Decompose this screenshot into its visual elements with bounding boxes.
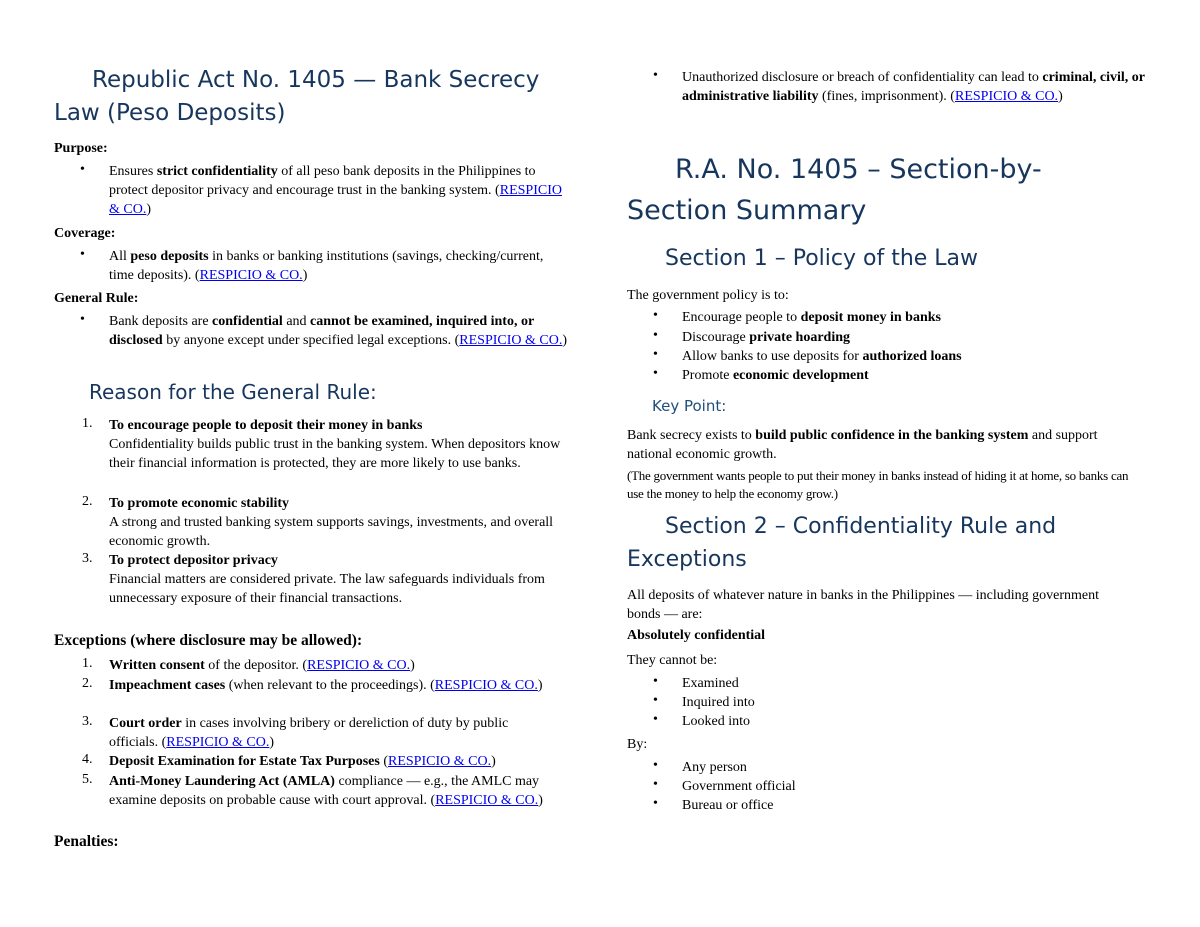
reason-heading: Reason for the General Rule: (89, 380, 377, 404)
exception-item: Written consent of the depositor. (RESPICIO & CO.) (109, 658, 415, 673)
respicio-link[interactable]: RESPICIO & CO. (954, 89, 1059, 105)
bullet-icon: • (653, 68, 658, 83)
bullet-icon: • (653, 366, 658, 381)
bullet-icon: • (653, 328, 658, 343)
bullet-icon: • (653, 674, 658, 689)
policy-item: Allow banks to use deposits for authorized loans (682, 349, 962, 364)
bullet-icon: • (653, 796, 658, 811)
respicio-link[interactable]: RESPICIO & CO. (459, 333, 563, 349)
respicio-link[interactable]: RESPICIO & CO. (434, 678, 538, 693)
exceptions-label: Exceptions (where disclosure may be allowed): (54, 632, 363, 649)
list-number: 1. (82, 416, 93, 431)
key-point-text: Bank secrecy exists to build public confidence in the banking system and support national economic growth. (627, 428, 1098, 463)
policy-item: Promote economic development (682, 368, 869, 383)
bullet-icon: • (80, 247, 85, 262)
absolutely-confidential-label: Absolutely confidential (627, 628, 766, 643)
section2-heading: Section 2 – Confidentiality Rule and Exceptions (627, 514, 1057, 572)
respicio-link[interactable]: RESPICIO & CO. (307, 658, 411, 673)
bullet-icon: • (653, 777, 658, 792)
penalties-label: Penalties: (54, 833, 119, 850)
exception-item: Court order in cases involving bribery or dereliction of duty by public officials. (RESPICIO & CO.) (109, 716, 509, 751)
by-item: Any person (682, 760, 747, 775)
respicio-link[interactable]: RESPICIO & CO. (109, 183, 562, 218)
respicio-link[interactable]: RESPICIO & CO. (388, 754, 492, 769)
key-point-note: (The government wants people to put their money in banks instead of hiding it at home, so banks can use the money to help the economy grow.) (627, 468, 1129, 501)
general-rule-label: General Rule: (54, 291, 139, 306)
section1-heading: Section 1 – Policy of the Law (665, 246, 979, 271)
penalty-item: Unauthorized disclosure or breach of confidentiality can lead to criminal, civil, or administrative liability (fines, imprisonment). (RESPICIO & CO.) (682, 70, 1145, 105)
policy-item: Encourage people to deposit money in banks (682, 310, 941, 325)
section2-intro: All deposits of whatever nature in banks in the Philippines — including government bonds — are: (627, 588, 1100, 623)
summary-title: R.A. No. 1405 – Section-by-Section Summary (627, 154, 1042, 226)
respicio-link[interactable]: RESPICIO & CO. (166, 735, 270, 751)
coverage-item: All peso deposits in banks or banking institutions (savings, checking/current, time deposits). (RESPICIO & CO.) (109, 249, 544, 284)
reason-item: To promote economic stability A strong and trusted banking system supports savings, investments, and overall economic growth. (109, 496, 554, 550)
list-number: 3. (82, 551, 93, 566)
bullet-icon: • (653, 347, 658, 362)
key-point-heading: Key Point: (652, 397, 727, 415)
exception-item: Anti-Money Laundering Act (AMLA) compliance — e.g., the AMLC may examine deposits on probable cause with court approval. (RESPICIO & CO.) (109, 774, 543, 809)
cannot-be-label: They cannot be: (627, 653, 718, 668)
list-number: 4. (82, 752, 93, 767)
reason-item: To protect depositor privacy Financial matters are considered private. The law safeguards individuals from unnecessary exposure of their financial transactions. (109, 553, 545, 607)
by-label: By: (627, 737, 648, 752)
purpose-item: Ensures strict confidentiality of all peso bank deposits in the Philippines to protect depositor privacy and encourage trust in the banking system. (RESPICIO & CO.) (109, 164, 562, 218)
list-number: 3. (82, 714, 93, 729)
general-rule-item: Bank deposits are confidential and cannot be examined, inquired into, or disclosed by anyone except under specified legal exceptions. (RESPICIO & CO.) (109, 314, 568, 349)
list-number: 2. (82, 676, 93, 691)
bullet-icon: • (653, 693, 658, 708)
cannot-item: Inquired into (682, 695, 755, 710)
by-item: Bureau or office (682, 798, 774, 813)
reason-item: To encourage people to deposit their money in banks Confidentiality builds public trust in the banking system. When depositors know their financial information is protected, they are more likely to use banks. (109, 418, 561, 472)
exception-item: Impeachment cases (when relevant to the proceedings). (RESPICIO & CO.) (109, 678, 543, 693)
policy-item: Discourage private hoarding (682, 330, 850, 345)
cannot-item: Looked into (682, 714, 751, 729)
bullet-icon: • (653, 758, 658, 773)
list-number: 1. (82, 656, 93, 671)
section1-intro: The government policy is to: (627, 288, 789, 303)
cannot-item: Examined (682, 676, 739, 691)
respicio-link[interactable]: RESPICIO & CO. (199, 268, 303, 284)
by-item: Government official (682, 779, 796, 794)
bullet-icon: • (653, 308, 658, 323)
exception-item: Deposit Examination for Estate Tax Purposes (RESPICIO & CO.) (109, 754, 496, 769)
list-number: 2. (82, 494, 93, 509)
purpose-label: Purpose: (54, 141, 108, 156)
bullet-icon: • (80, 162, 85, 177)
list-number: 5. (82, 772, 93, 787)
bullet-icon: • (653, 712, 658, 727)
bullet-icon: • (80, 312, 85, 327)
document-title: Republic Act No. 1405 — Bank Secrecy Law (Peso Deposits) (54, 67, 540, 126)
respicio-link[interactable]: RESPICIO & CO. (435, 793, 539, 809)
coverage-label: Coverage: (54, 226, 116, 241)
